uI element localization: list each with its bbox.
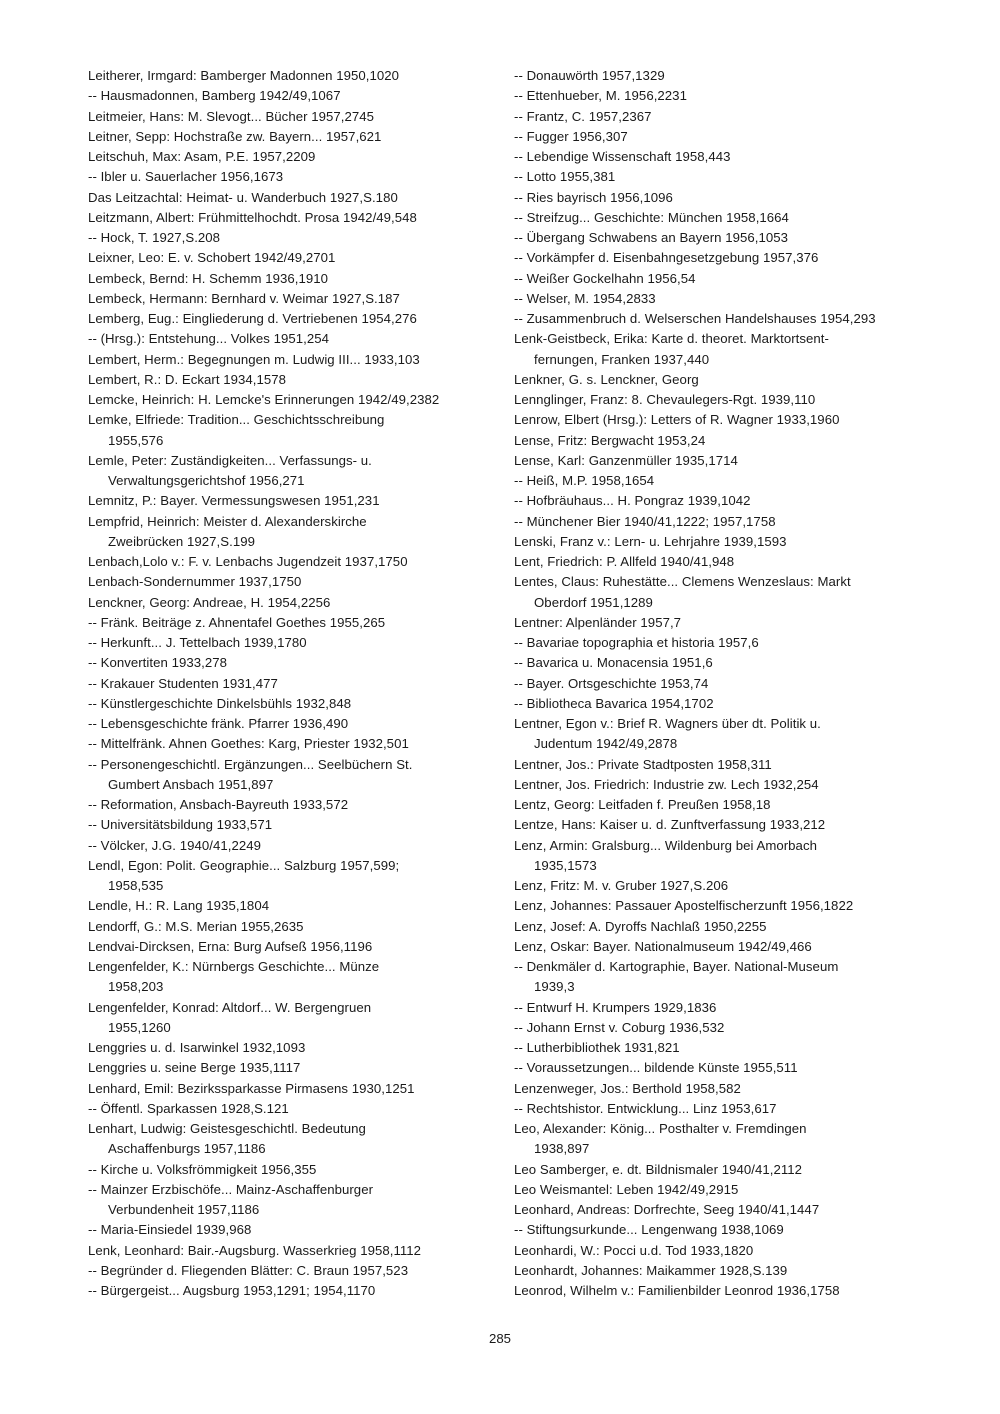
- index-entry: -- Universitätsbildung 1933,571: [88, 817, 273, 833]
- index-entry: Lemberg, Eug.: Eingliederung d. Vertriebenen 1954,276: [88, 311, 417, 326]
- index-entry: -- Bavarica u. Monacensia 1951,6: [514, 655, 713, 671]
- index-entry: Lent, Friedrich: P. Allfeld 1940/41,948: [514, 554, 735, 569]
- index-entry: -- (Hrsg.): Entstehung... Volkes 1951,254: [88, 331, 330, 347]
- index-entry: Lenggries u. seine Berge 1935,1117: [88, 1060, 301, 1076]
- index-entry: Lendorff, G.: M.S. Merian 1955,2635: [88, 918, 304, 934]
- index-entry: Leo Samberger, e. dt. Bildnismaler 1940/41,2112: [514, 1161, 803, 1177]
- index-entry: Lentes, Claus: Ruhestätte... Clemens Wenzeslaus: Markt Oberdorf 1951,1289: [514, 574, 851, 610]
- index-entry: Lenz, Fritz: M. v. Gruber 1927,S.206: [514, 878, 729, 893]
- index-entry: -- Hofbräuhaus... H. Pongraz 1939,1042: [514, 493, 751, 509]
- index-entry: -- Künstlergeschichte Dinkelsbühls 1932,848: [88, 695, 352, 711]
- index-entry: -- Lebensgeschichte fränk. Pfarrer 1936,490: [88, 716, 349, 731]
- index-entry: Lendle, H.: R. Lang 1935,1804: [88, 898, 270, 914]
- index-entry: -- Bürgergeist... Augsburg 1953,1291; 1954,1170: [88, 1283, 376, 1298]
- index-entry: Leonrod, Wilhelm v.: Familienbilder Leonrod 1936,1758: [514, 1283, 840, 1298]
- index-entry: -- Denkmäler d. Kartographie, Bayer. National-Museum 1939,3: [514, 959, 839, 995]
- index-entry: Leitner, Sepp: Hochstraße zw. Bayern... 1957,621: [88, 128, 382, 144]
- index-entry: -- Zusammenbruch d. Welserschen Handelshauses 1954,293: [514, 311, 876, 326]
- index-entry: Lentner, Egon v.: Brief R. Wagners über dt. Politik u. Judentum 1942/49,2878: [514, 716, 821, 752]
- index-entry: -- Personengeschichtl. Ergänzungen... Seelbüchern St. Gumbert Ansbach 1951,897: [88, 756, 413, 792]
- index-entry: -- Lebendige Wissenschaft 1958,443: [514, 149, 731, 164]
- index-entry: -- Frantz, C. 1957,2367: [514, 108, 652, 124]
- index-entry: Leitzmann, Albert: Frühmittelhochdt. Prosa 1942/49,548: [88, 209, 417, 225]
- index-entry: Lemcke, Heinrich: H. Lemcke's Erinnerungen 1942/49,2382: [88, 392, 440, 407]
- index-entry: -- Ries bayrisch 1956,1096: [514, 189, 673, 205]
- index-entry: -- Hock, T. 1927,S.208: [88, 230, 221, 245]
- index-entry: Leitmeier, Hans: M. Slevogt... Bücher 1957,2745: [88, 108, 375, 124]
- index-entry: Lendl, Egon: Polit. Geographie... Salzburg 1957,599; 1958,535: [88, 857, 400, 893]
- index-entry: Lenzenweger, Jos.: Berthold 1958,582: [514, 1080, 741, 1096]
- index-entry: -- Welser, M. 1954,2833: [514, 290, 656, 306]
- index-entry: Leonhardt, Johannes: Maikammer 1928,S.139: [514, 1262, 788, 1278]
- index-entry: -- Fränk. Beiträge z. Ahnentafel Goethes 1955,265: [88, 614, 386, 630]
- index-column-right: [514, 66, 924, 1301]
- index-entry: -- Entwurf H. Krumpers 1929,1836: [514, 999, 717, 1015]
- index-entry: Lenz, Johannes: Passauer Apostelfischerzunft 1956,1822: [514, 898, 854, 914]
- index-entry: Lenckner, Georg: Andreae, H. 1954,2256: [88, 594, 331, 610]
- index-entry: Lempfrid, Heinrich: Meister d. Alexanderskirche Zweibrücken 1927,S.199: [88, 513, 367, 549]
- index-entry: Leitherer, Irmgard: Bamberger Madonnen 1950,1020: [88, 68, 400, 83]
- index-entry: -- Bavariae topographia et historia 1957,6: [514, 635, 759, 650]
- index-entry: -- Begründer d. Fliegenden Blätter: C. Braun 1957,523: [88, 1262, 409, 1278]
- index-entry: Lentner, Jos.: Private Stadtposten 1958,311: [514, 756, 772, 772]
- index-entry: Lemle, Peter: Zuständigkeiten... Verfassungs- u. Verwaltungsgerichtshof 1956,271: [88, 452, 372, 488]
- index-entry: -- Hausmadonnen, Bamberg 1942/49,1067: [88, 88, 341, 104]
- index-entry: Lenk, Leonhard: Bair.-Augsburg. Wasserkrieg 1958,1112: [88, 1242, 422, 1258]
- index-entry: Leo Weismantel: Leben 1942/49,2915: [514, 1181, 739, 1197]
- index-entry: Lendvai-Dircksen, Erna: Burg Aufseß 1956,1196: [88, 938, 373, 954]
- index-entry: -- Voraussetzungen... bildende Künste 1955,511: [514, 1060, 798, 1076]
- index-entry: -- Bayer. Ortsgeschichte 1953,74: [514, 675, 709, 691]
- index-entry: Lentner, Jos. Friedrich: Industrie zw. Lech 1932,254: [514, 776, 819, 792]
- index-entry: -- Lotto 1955,381: [514, 169, 616, 185]
- index-entry: Lenggries u. d. Isarwinkel 1932,1093: [88, 1040, 306, 1055]
- index-entry: -- Fugger 1956,307: [514, 128, 628, 144]
- index-entry: Lemke, Elfriede: Tradition... Geschichtsschreibung 1955,576: [88, 412, 385, 448]
- index-entry: Lenk-Geistbeck, Erika: Karte d. theoret. Marktortsent- fernungen, Franken 1937,440: [514, 331, 829, 367]
- index-entry: -- Ibler u. Sauerlacher 1956,1673: [88, 169, 284, 185]
- index-entry: Lense, Karl: Ganzenmüller 1935,1714: [514, 452, 738, 468]
- index-entry: -- Herkunft... J. Tettelbach 1939,1780: [88, 635, 307, 650]
- index-entry: -- Münchener Bier 1940/41,1222; 1957,1758: [514, 513, 776, 529]
- index-entry: -- Maria-Einsiedel 1939,968: [88, 1222, 252, 1238]
- index-entry: -- Weißer Gockelhahn 1956,54: [514, 270, 696, 286]
- index-entry: -- Heiß, M.P. 1958,1654: [514, 473, 655, 488]
- index-entry: Lembert, Herm.: Begegnungen m. Ludwig III... 1933,103: [88, 351, 420, 367]
- index-entry: Lennglinger, Franz: 8. Chevaulegers-Rgt. 1939,110: [514, 392, 816, 407]
- index-entry: Leonhard, Andreas: Dorfrechte, Seeg 1940/41,1447: [514, 1202, 820, 1217]
- index-entry: Lengenfelder, Konrad: Altdorf... W. Bergengruen 1955,1260: [88, 999, 372, 1035]
- index-entry: -- Konvertiten 1933,278: [88, 655, 227, 671]
- index-entry: Leo, Alexander: König... Posthalter v. Fremdingen 1938,897: [514, 1121, 807, 1157]
- index-entry: -- Kirche u. Volksfrömmigkeit 1956,355: [88, 1161, 317, 1177]
- index-entry: Lenski, Franz v.: Lern- u. Lehrjahre 1939,1593: [514, 533, 787, 549]
- index-entry: -- Mittelfränk. Ahnen Goethes: Karg, Priester 1932,501: [88, 736, 409, 752]
- index-entry: -- Stiftungsurkunde... Lengenwang 1938,1069: [514, 1222, 784, 1238]
- index-entry: -- Mainzer Erzbischöfe... Mainz-Aschaffenburger Verbundenheit 1957,1186: [88, 1181, 374, 1217]
- index-entry: Lenz, Armin: Gralsburg... Wildenburg bei Amorbach 1935,1573: [514, 837, 817, 873]
- index-entry: -- Bibliotheca Bavarica 1954,1702: [514, 695, 714, 711]
- index-entry: Lenbach,Lolo v.: F. v. Lenbachs Jugendzeit 1937,1750: [88, 554, 408, 569]
- index-entry: Leonhardi, W.: Pocci u.d. Tod 1933,1820: [514, 1242, 754, 1258]
- index-entry: -- Rechtshistor. Entwicklung... Linz 1953,617: [514, 1100, 777, 1116]
- index-entry: -- Krakauer Studenten 1931,477: [88, 675, 278, 691]
- index-entry: Lense, Fritz: Bergwacht 1953,24: [514, 432, 706, 448]
- index-column-left: [88, 66, 498, 1301]
- index-entry: Lenz, Josef: A. Dyroffs Nachlaß 1950,2255: [514, 918, 767, 934]
- index-entry: -- Streifzug... Geschichte: München 1958,1664: [514, 209, 789, 225]
- index-entry: -- Vorkämpfer d. Eisenbahngesetzgebung 1957,376: [514, 250, 819, 266]
- index-entry: Lembeck, Hermann: Bernhard v. Weimar 1927,S.187: [88, 290, 400, 306]
- index-entry: Lembert, R.: D. Eckart 1934,1578: [88, 371, 287, 387]
- index-entry: Lembeck, Bernd: H. Schemm 1936,1910: [88, 270, 328, 286]
- index-entry: -- Lutherbibliothek 1931,821: [514, 1040, 680, 1055]
- index-entry: Das Leitzachtal: Heimat- u. Wanderbuch 1927,S.180: [88, 189, 398, 205]
- index-entry: Lentze, Hans: Kaiser u. d. Zunftverfassung 1933,212: [514, 817, 826, 833]
- index-entry: Lentner: Alpenländer 1957,7: [514, 614, 682, 630]
- index-entry: -- Johann Ernst v. Coburg 1936,532: [514, 1019, 725, 1035]
- index-entry: -- Ettenhueber, M. 1956,2231: [514, 88, 687, 104]
- index-entry: Lenhard, Emil: Bezirkssparkasse Pirmasens 1930,1251: [88, 1080, 415, 1096]
- page-number: 285: [488, 1331, 511, 1346]
- index-entry: Lenhart, Ludwig: Geistesgeschichtl. Bedeutung Aschaffenburgs 1957,1186: [88, 1121, 366, 1157]
- index-entry: -- Reformation, Ansbach-Bayreuth 1933,572: [88, 797, 349, 812]
- index-entry: Lenbach-Sondernummer 1937,1750: [88, 574, 302, 590]
- index-entry: Lenkner, G. s. Lenckner, Georg: [514, 371, 699, 387]
- index-entry: Lengenfelder, K.: Nürnbergs Geschichte... Münze 1958,203: [88, 959, 380, 995]
- index-entry: Lenrow, Elbert (Hrsg.): Letters of R. Wagner 1933,1960: [514, 412, 840, 428]
- index-entry: -- Übergang Schwabens an Bayern 1956,1053: [514, 230, 789, 245]
- index-entry: Lentz, Georg: Leitfaden f. Preußen 1958,18: [514, 797, 771, 812]
- index-entry: Lenz, Oskar: Bayer. Nationalmuseum 1942/49,466: [514, 938, 812, 954]
- index-entry: -- Völcker, J.G. 1940/41,2249: [88, 837, 261, 853]
- index-entry: -- Donauwörth 1957,1329: [514, 68, 665, 83]
- index-entry: Leitschuh, Max: Asam, P.E. 1957,2209: [88, 149, 316, 164]
- index-entry: Leixner, Leo: E. v. Schobert 1942/49,2701: [88, 250, 336, 266]
- index-entry: -- Öffentl. Sparkassen 1928,S.121: [88, 1100, 289, 1116]
- index-entry: Lemnitz, P.: Bayer. Vermessungswesen 1951,231: [88, 493, 380, 509]
